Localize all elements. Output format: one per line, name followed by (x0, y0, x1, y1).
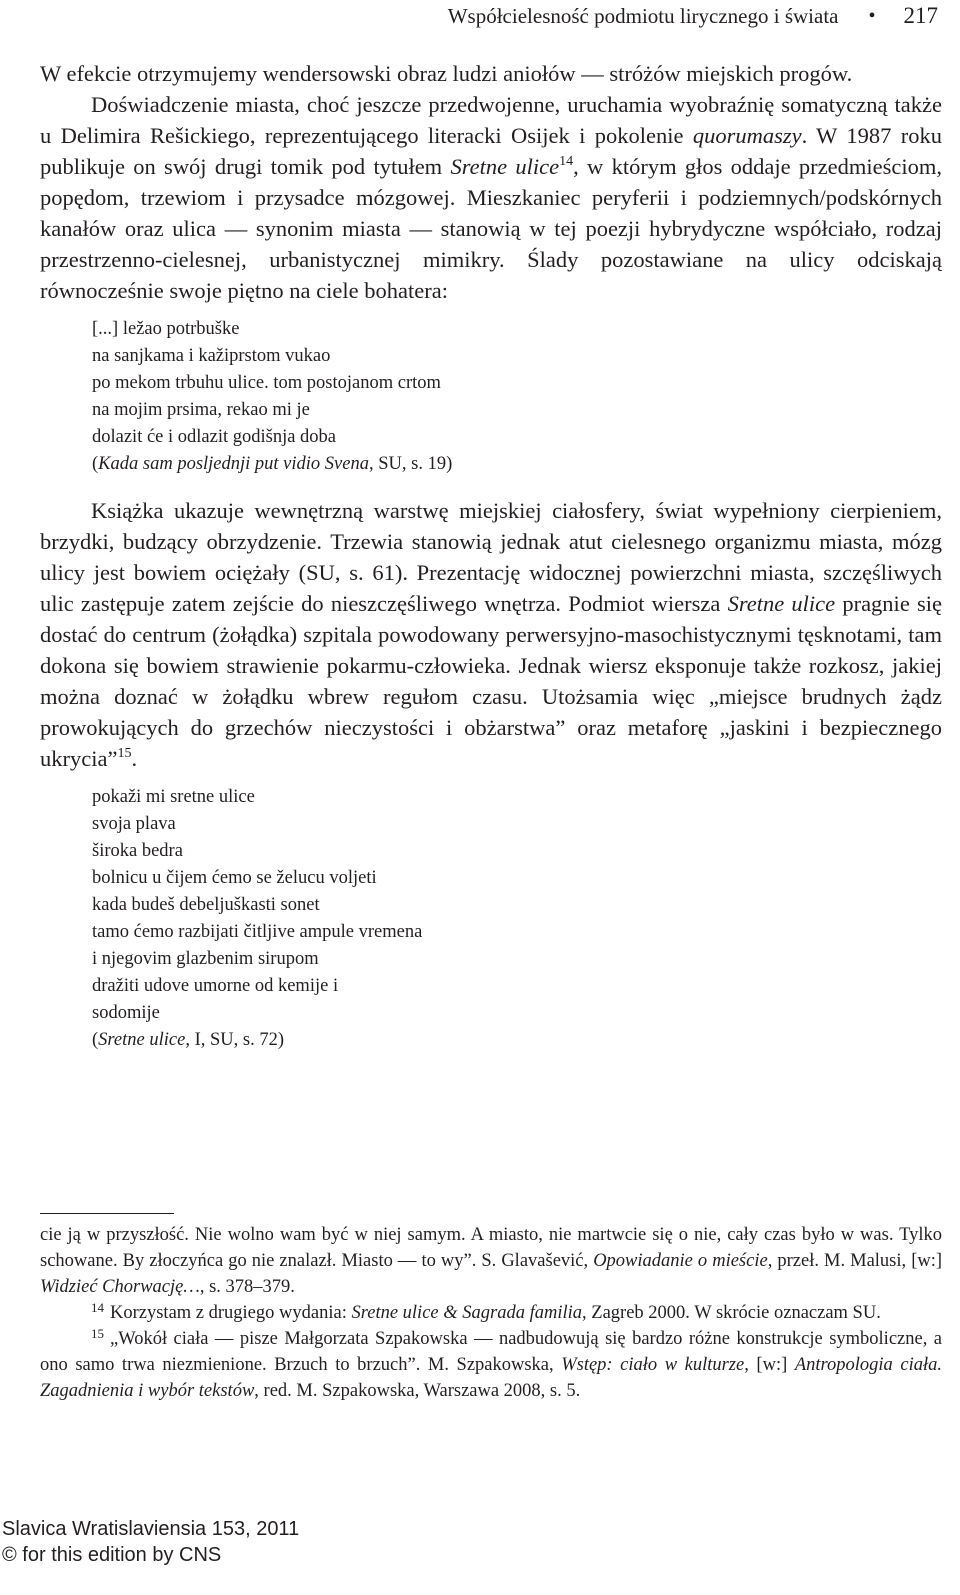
poem-line: tamo ćemo razbijati čitljive ampule vremena (92, 922, 423, 942)
paragraph-3: Książka ukazuje wewnętrzną warstwę miejskiej ciałosfery, świat wypełniony cierpieniem, brzydki, budzący obrzydzenie. Trzewia stanowią jednak atut cielesnego organizmu miasta, mózg ulicy jest bowiem ociężały (SU, s. 61). Prezentację widocznej powierzchni miasta, szczęśliwych ulic zastępuje zatem zejście do nieszczęśliwego wnętrza. Podmiot wiersza Sretne ulice pragnie się dostać do centrum (żołądka) szpitala powodowany perwersyjno-masochistycznymi tęsknotami, tam dokona się bowiem strawienie pokarmu-człowieka. Jednak wiersz eksponuje także rozkosz, jakiej można doznać w żołądku wbrew regułom czasu. Utożsamia więc „miejsce brudnych żądz prowokujących do grzechów nieczystości i obżarstwa” oraz metaforę „jaskini i bezpiecznego ukrycia”$^{15}$. (40, 498, 942, 771)
running-title: Współcielesność podmiotu lirycznego i świata (447, 4, 839, 28)
footnote-divider (40, 1213, 174, 1214)
book-title: Sretne ulice (450, 154, 560, 179)
poem-line: dražiti udove umorne od kemije i (92, 976, 339, 996)
poem-line: pokaži mi sretne ulice (92, 787, 255, 807)
paragraph-1: W efekcie otrzymujemy wendersowski obraz ludzi aniołów — stróżów miejskich progów. (40, 61, 853, 86)
footnote-15: $^{15}$ „Wokół ciała — pisze Małgorzata Szpakowska — nadbudowują się bardzo różne konstrukcje symboliczne, a ono samo trwa niezmienione. Brzuch to brzuch”. M. Szpakowska, Wstęp: ciało w kulturze, [w:] Antropologia ciała. Zagadnienia i wybór tekstów, red. M. Szpakowska, Warszawa 2008, s. 5. (40, 1326, 942, 1401)
main-text (40, 58, 942, 1054)
poem-source: (Sretne ulice, I, SU, s. 72) (92, 1030, 284, 1050)
copyright-notice: © for this edition by CNS (2, 1544, 222, 1566)
book-title: Sretne ulice (727, 591, 836, 616)
poem-line: na sanjkama i kažiprstom vukao (92, 346, 331, 366)
poem-quote-1 (40, 316, 942, 478)
poem-line: sodomije (92, 1003, 160, 1023)
poem-line: po mekom trbuhu ulice. tom postojanom crtom (92, 373, 441, 393)
italic-term: quorumaszy (692, 123, 802, 148)
footnote-number: 15 (91, 1326, 104, 1341)
publication-footer (2, 1516, 299, 1568)
footnote-continuation: cie ją w przyszłość. Nie wolno wam być w niej samym. A miasto, nie martwcie się o nie, cały czas było w was. Tylko schowane. By złoczyńca go nie znalazł. Miasto — to wy”. S. Glavašević, Opowiadanie o mieście, przeł. M. Malusi, [w:] Widzieć Chorwację…, s. 378–379. (40, 1225, 943, 1297)
poem-line: na mojim prsima, rekao mi je (92, 400, 310, 420)
footnote-ref-14[interactable]: 14 (559, 154, 574, 169)
poem-source: (Kada sam posljednji put vidio Svena, SU, s. 19) (92, 454, 453, 474)
poem-line: dolazit će i odlazit godišnja doba (92, 427, 337, 447)
footnote-ref-15[interactable]: 15 (117, 746, 132, 761)
poem-line: [...] ležao potrbuške (92, 319, 240, 339)
footnote-14: $^{14}$ Korzystam z drugiego wydania: Sretne ulice & Sagrada familia, Zagreb 2000. W skrócie oznaczam SU. (91, 1300, 881, 1323)
poem-line: kada budeš debeljuškasti sonet (92, 895, 320, 915)
footnote-number: 14 (91, 1300, 104, 1315)
poem-line: bolnicu u čijem ćemo se želucu voljeti (92, 868, 377, 888)
poem-line: široka bedra (92, 841, 183, 861)
bullet-icon: • (868, 5, 876, 27)
page-number: 217 (903, 3, 938, 28)
running-head (448, 2, 938, 30)
paragraph-2: Doświadczenie miasta, choć jeszcze przedwojenne, uruchamia wyobraźnię somatyczną także u Delimira Rešickiego, reprezentującego literacki Osijek i pokolenie quorumaszy. W 1987 roku publikuje on swój drugi tomik pod tytułem Sretne ulice$^{14}$, w którym głos oddaje przedmieściom, popędom, trzewiom i przysadce mózgowej. Mieszkaniec peryferii i podziemnych/podskórnych kanałów oraz ulica — synonim miasta — stanowią w tej poezji hybrydyczne współciało, rodzaj przestrzenno-cielesnej, urbanistycznej mimikry. Ślady pozostawiane na ulicy odciskają równocześnie swoje piętno na ciele bohatera: (40, 92, 942, 303)
journal-issue: Slavica Wratislaviensia 153, 2011 (2, 1518, 300, 1540)
footnotes (40, 1222, 942, 1404)
poem-line: svoja plava (92, 814, 176, 834)
poem-quote-2 (40, 784, 942, 1054)
poem-line: i njegovim glazbenim sirupom (92, 949, 319, 969)
